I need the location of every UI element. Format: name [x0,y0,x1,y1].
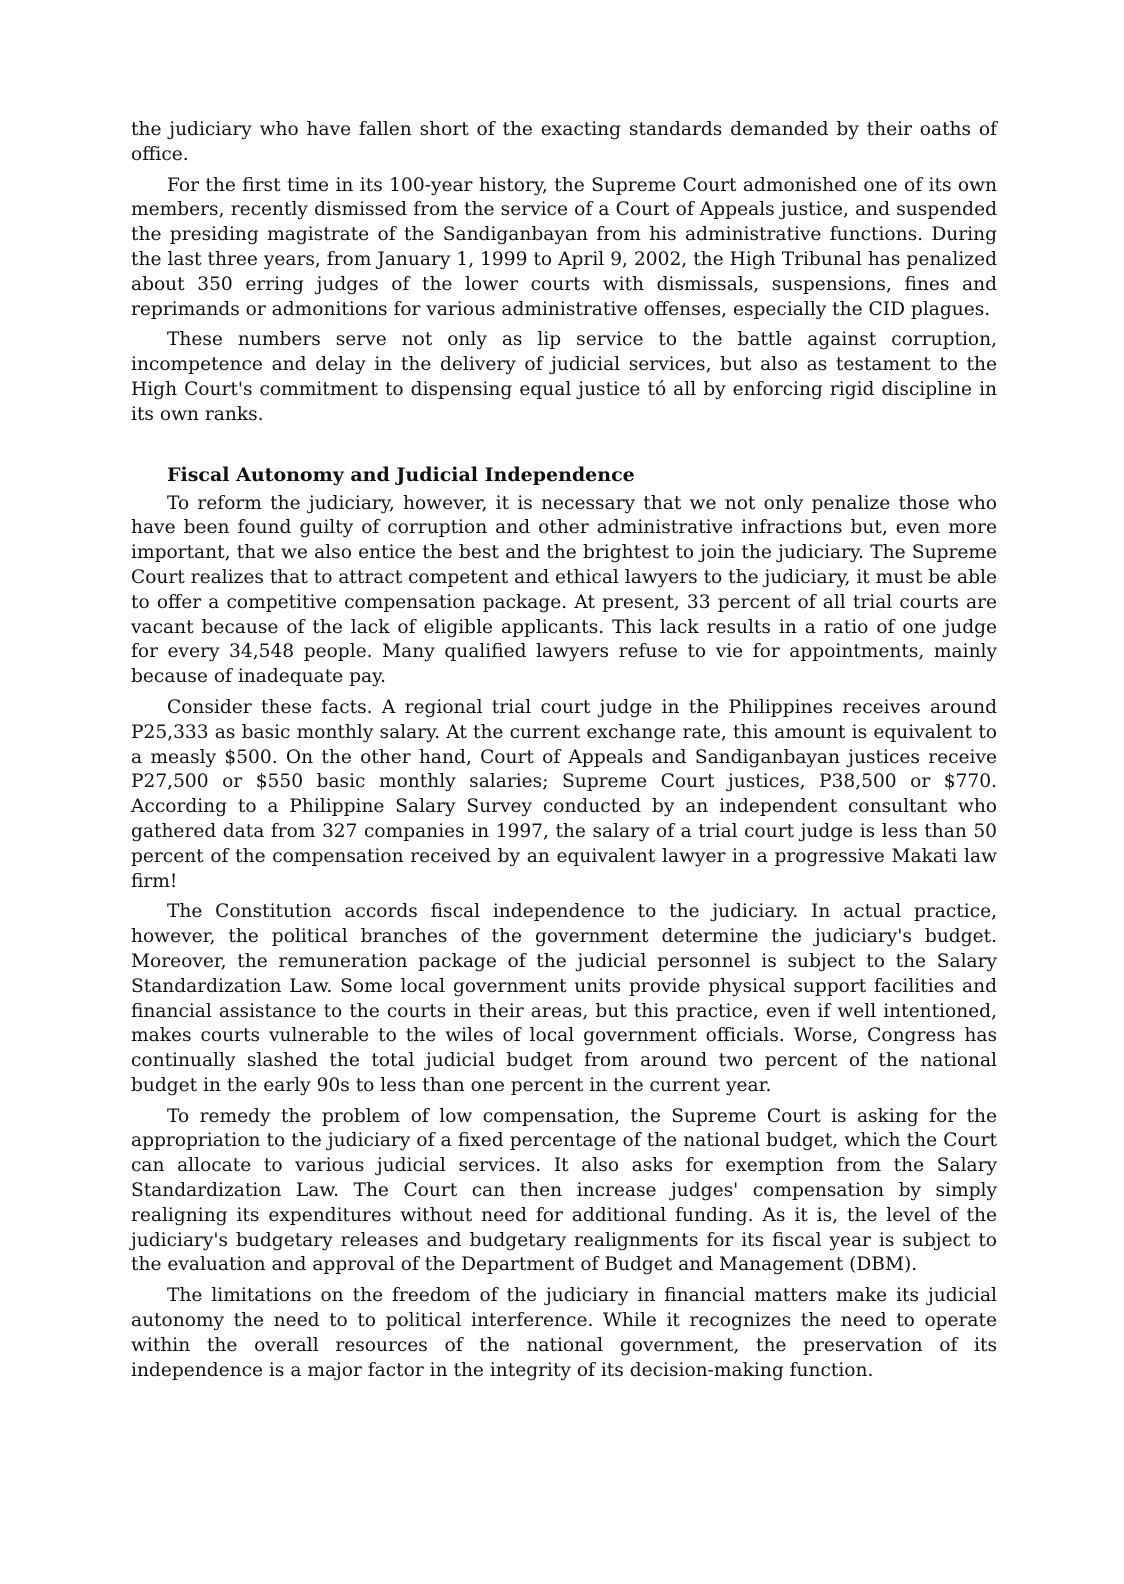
paragraph: The limitations on the freedom of the judiciary in financial matters make its judicial autonomy the need to to political interference. While it recognizes the need to operate within the overall resources of the national government, the preservation of its independence is a major factor in the integrity of its decision-making function. [131,1285,997,1381]
paragraph: For the first time in its 100-year history, the Supreme Court admonished one of its own members, recently dismissed from the service of a Court of Appeals justice, and suspended the presiding magistrate of the Sandiganbayan from his administrative functions. During the last three years, from January 1, 1999 to April 9, 2002, the High Tribunal has penalized about 350 erring judges of the lower courts with dismissals, suspensions, fines and reprimands or admonitions for various administrative offenses, especially the CID plagues. [131,174,997,320]
paragraph: The Constitution accords fiscal independence to the judiciary. In actual practice, however, the political branches of the government determine the judiciary's budget. Moreover, the remuneration package of the judicial personnel is subject to the Salary Standardization Law. Some local government units provide physical support facilities and financial assistance to the courts in their areas, but this practice, even if well intentioned, makes courts vulnerable to the wiles of local government officials. Worse, Congress has continually slashed the total judicial budget from around two percent of the national budget in the early 90s to less than one percent in the current year. [131,901,997,1096]
section-heading: Fiscal Autonomy and Judicial Independence [167,463,635,486]
paragraph: To remedy the problem of low compensation, the Supreme Court is asking for the appropriation to the judiciary of a fixed percentage of the national budget, which the Court can allocate to various judicial services. It also asks for exemption from the Salary Standardization Law. The Court can then increase judges' compensation by simply realigning its expenditures without need for additional funding. As it is, the level of the judiciary's budgetary releases and budgetary realignments for its fiscal year is subject to the evaluation and approval of the Department of Budget and Management (DBM). [131,1105,997,1276]
paragraph: Consider these facts. A regional trial court judge in the Philippines receives around P25,333 as basic monthly salary. At the current exchange rate, this amount is equivalent to a measly $500. On the other hand, Court of Appeals and Sandiganbayan justices receive P27,500 or $550 basic monthly salaries; Supreme Court justices, P38,500 or $770. According to a Philippine Salary Survey conducted by an independent consultant who gathered data from 327 companies in 1997, the salary of a trial court judge is less than 50 percent of the compensation received by an equivalent lawyer in a progressive Makati law firm! [131,696,997,892]
paragraph: These numbers serve not only as lip service to the battle against corruption, incompetence and delay in the delivery of judicial services, but also as testament to the High Court's commitment to dispensing equal justice tó all by enforcing rigid discipline in its own ranks. [131,329,997,425]
paragraph-continued: the judiciary who have fallen short of the exacting standards demanded by their oaths of office. [131,119,997,165]
document-body [131,118,997,1389]
paragraph: To reform the judiciary, however, it is necessary that we not only penalize those who have been found guilty of corruption and other administrative infractions but, even more important, that we also entice the best and the brightest to join the judiciary. The Supreme Court realizes that to attract competent and ethical lawyers to the judiciary, it must be able to offer a competitive compensation package. At present, 33 percent of all trial courts are vacant because of the lack of eligible applicants. This lack results in a ratio of one judge for every 34,548 people. Many qualified lawyers refuse to vie for appointments, mainly because of inadequate pay. [131,492,997,688]
